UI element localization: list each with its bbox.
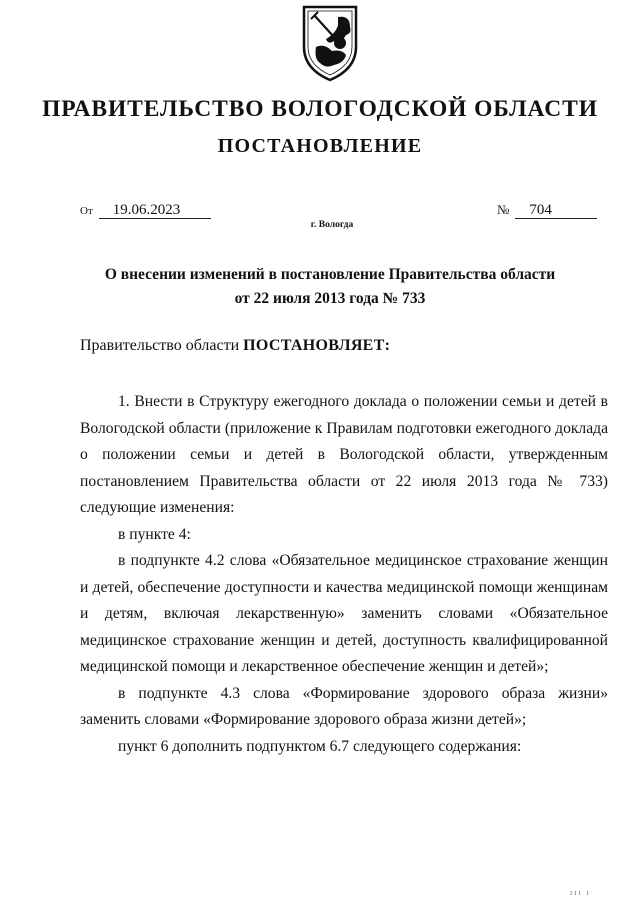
date-field	[80, 202, 211, 219]
number-label: №	[497, 202, 510, 217]
date-label: От	[80, 205, 93, 217]
number-field	[497, 202, 597, 219]
date-value: 19.06.2023	[99, 202, 211, 219]
paragraph-3: в подпункте 4.2 слова «Обязательное медицинское страхование женщин и детей, обеспечение доступности и качества медицинской помощи женщинам и детям, включая лекарственную» заменить словами «Обязательное медицинское страхование женщин и детей, доступность квалифицированной медицинской помощи и лекарственное обеспечение женщин и детей»;	[80, 552, 608, 675]
paragraph-2: в пункте 4:	[118, 525, 191, 543]
number-value: 704	[515, 202, 597, 219]
preamble	[80, 337, 390, 355]
subject-line-1: О внесении изменений в постановление Правительства области	[104, 266, 556, 283]
subject-line-2: от 22 июля 2013 года № 733	[234, 290, 426, 307]
preamble-emphasis: ПОСТАНОВЛЯЕТ:	[243, 337, 391, 354]
government-title: ПРАВИТЕЛЬСТВО ВОЛОГОДСКОЙ ОБЛАСТИ	[42, 96, 598, 122]
coat-of-arms-icon	[298, 3, 362, 83]
paragraph-5: пункт 6 дополнить подпунктом 6.7 следующего содержания:	[118, 737, 522, 755]
document-body	[80, 389, 608, 760]
document-type: ПОСТАНОВЛЕНИЕ	[217, 135, 423, 157]
city-label: г. Вологда	[310, 220, 354, 230]
preamble-text: Правительство области	[80, 337, 244, 354]
paragraph-1: 1. Внести в Структуру ежегодного доклада о положении семьи и детей в Вологодской области (приложение к Правилам подготовки ежегодного доклада о положении семьи и детей в Вологодской области, утвержденным постановлением Правительства области от 22 июля 2013 года № 733) следующие изменения:	[80, 393, 608, 516]
paragraph-4: в подпункте 4.3 слова «Формирование здорового образа жизни» заменить словами «Формирование здорового образа жизни детей»;	[80, 684, 608, 728]
scan-marks: ııı ı	[570, 888, 591, 897]
document-subject	[90, 263, 570, 311]
